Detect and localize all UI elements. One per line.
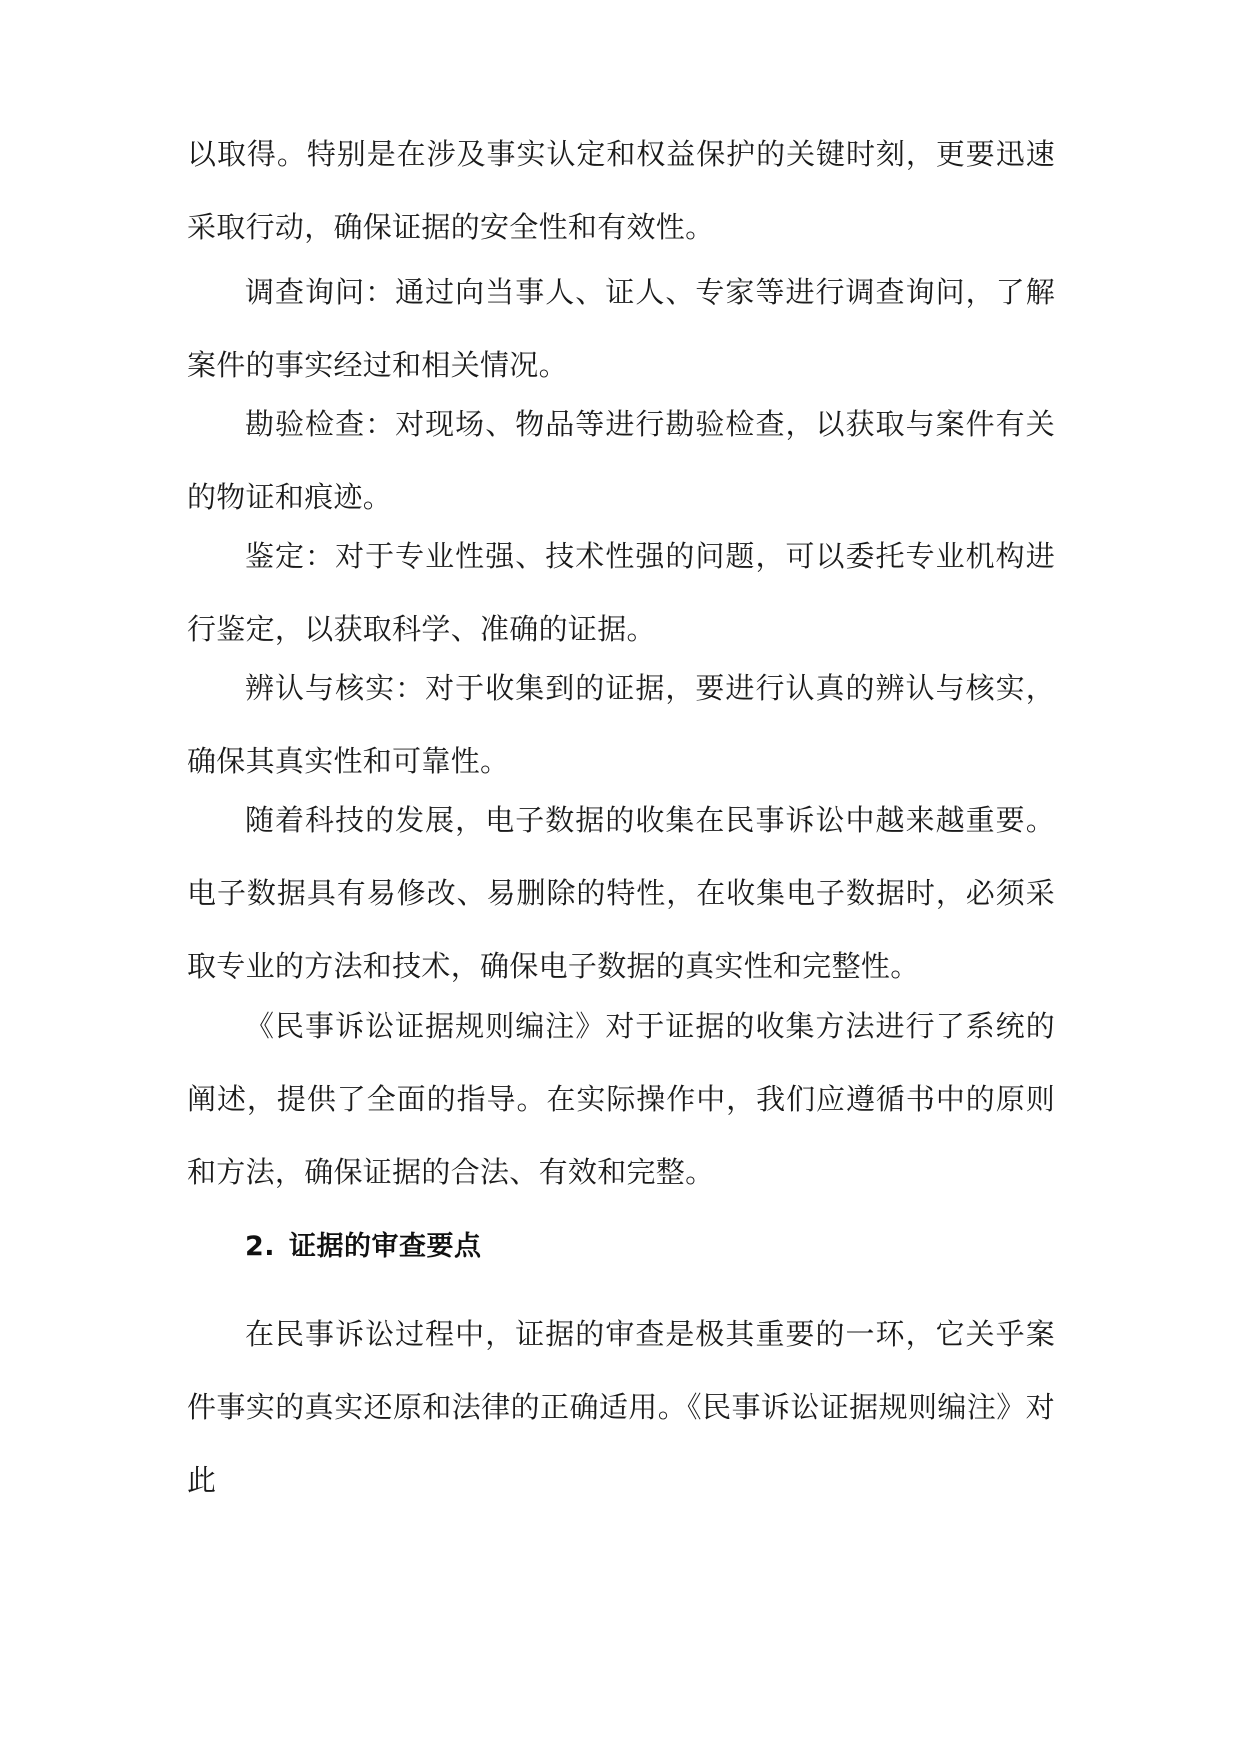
paragraph-electronic-data: 随着科技的发展，电子数据的收集在民事诉讼中越来越重要。电子数据具有易修改、易删除的特性，在收集电子数据时，必须采取专业的方法和技术，确保电子数据的真实性和完整性。 [187, 803, 1055, 983]
section-title: 证据的审查要点 [289, 1231, 482, 1262]
paragraph-investigation-inquiry: 调查询问：通过向当事人、证人、专家等进行调查询问，了解案件的事实经过和相关情况。 [187, 275, 1055, 382]
section-heading [245, 1210, 1055, 1283]
paragraph-site-inspection: 勘验检查：对现场、物品等进行勘验检查，以获取与案件有关的物证和痕迹。 [187, 407, 1055, 514]
paragraph-review-intro: 在民事诉讼过程中，证据的审查是极其重要的一环，它关乎案件事实的真实还原和法律的正确适用。《民事诉讼证据规则编注》对此 [187, 1317, 1055, 1497]
paragraph-rules-annotation: 《民事诉讼证据规则编注》对于证据的收集方法进行了系统的阐述，提供了全面的指导。在实际操作中，我们应遵循书中的原则和方法，确保证据的合法、有效和完整。 [187, 1009, 1055, 1189]
paragraph-evidence-timing: 以取得。特别是在涉及事实认定和权益保护的关键时刻，更要迅速采取行动，确保证据的安全性和有效性。 [187, 137, 1055, 244]
section-number: 2. [245, 1231, 276, 1262]
paragraph-identification-verification: 辨认与核实：对于收集到的证据，要进行认真的辨认与核实，确保其真实性和可靠性。 [187, 671, 1055, 778]
paragraph-appraisal: 鉴定：对于专业性强、技术性强的问题，可以委托专业机构进行鉴定，以获取科学、准确的证据。 [187, 539, 1055, 646]
